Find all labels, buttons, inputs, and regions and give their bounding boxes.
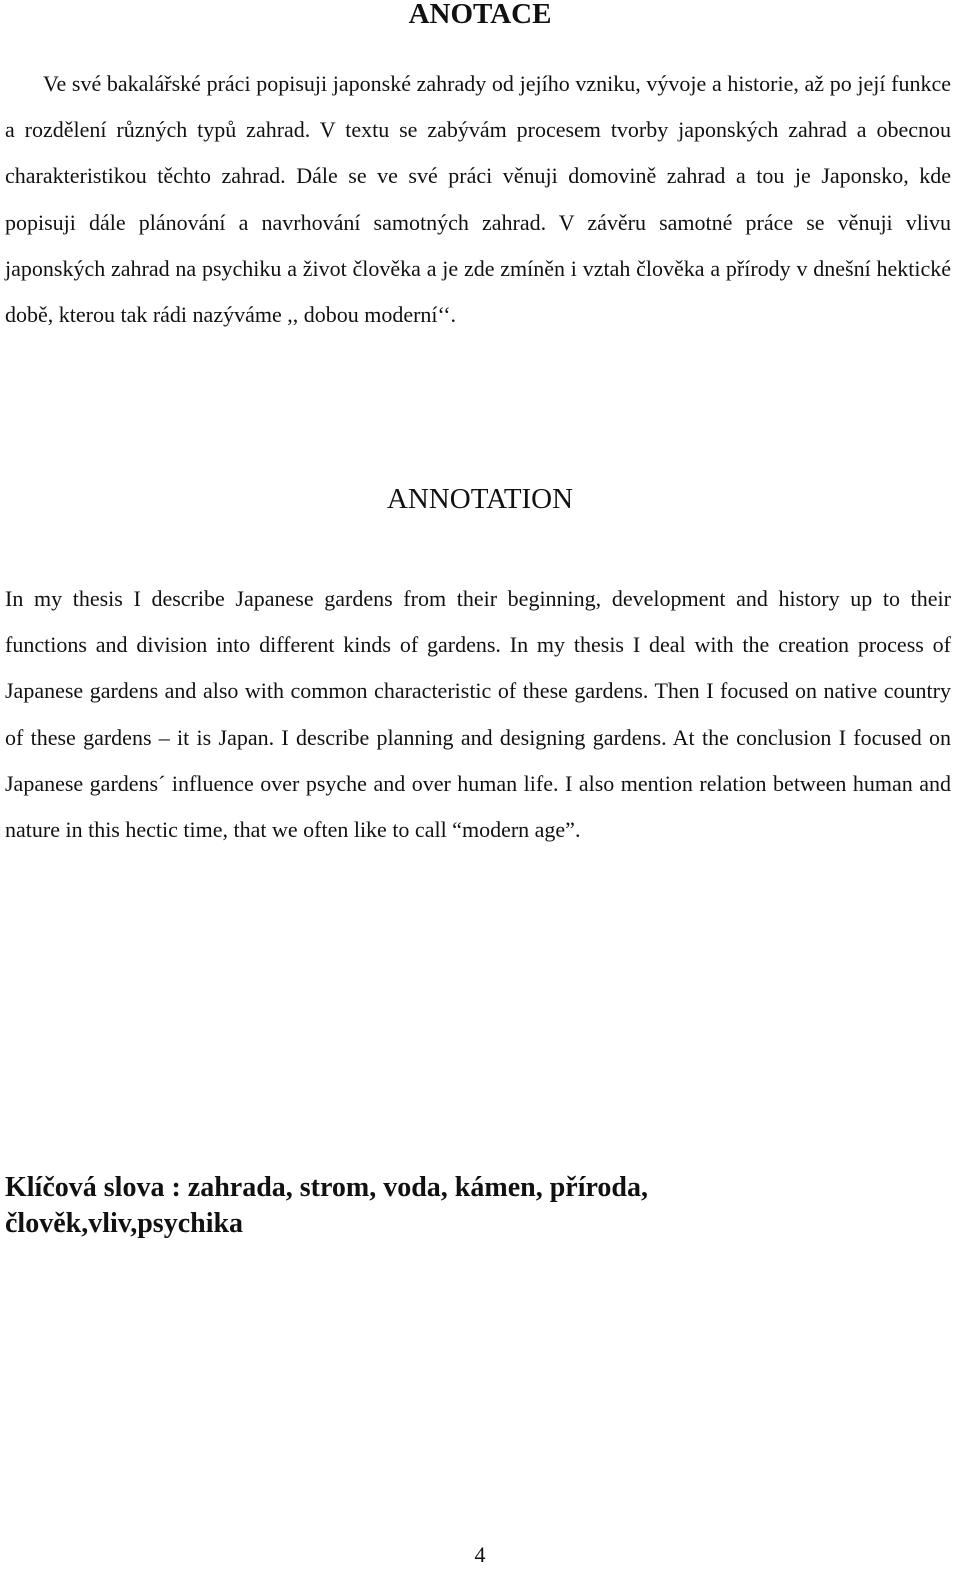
czech-annotation-paragraph: Ve své bakalářské práci popisuji japonské zahrady od jejího vzniku, vývoje a historie, až po její funkce a rozdělení různých typů zahrad. V textu se zabývám procesem tvorby japonských zahrad a obecnou charakteristikou těchto zahrad. Dále se ve své práci věnuji domovině zahrad a tou je Japonsko, kde popisuji dále plánování a navrhování samotných zahrad. V závěru samotné práce se věnuji vlivu japonských zahrad na psychiku a život člověka a je zde zmíněn i vztah člověka a přírody v dnešní hektické době, kterou tak rádi nazýváme ,, dobou moderní‘‘. bbox=[5, 71, 951, 328]
english-annotation-heading: ANNOTATION bbox=[386, 483, 574, 515]
page-number: 4 bbox=[474, 1542, 486, 1567]
english-annotation-paragraph: In my thesis I describe Japanese gardens from their beginning, development and history up to their functions and division into different kinds of gardens. In my thesis I deal with the creation process of Japanese gardens and also with common characteristic of these gardens. Then I focused on native country of these gardens – it is Japan. I describe planning and designing gardens. At the conclusion I focused on Japanese gardens´ influence over psyche and over human life. I also mention relation between human and nature in this hectic time, that we often like to call “modern age”. bbox=[5, 586, 951, 843]
keywords-line: Klíčová slova : zahrada, strom, voda, kámen, příroda, člověk,vliv,psychika bbox=[5, 1172, 648, 1239]
czech-annotation-heading: ANOTACE bbox=[408, 0, 552, 30]
